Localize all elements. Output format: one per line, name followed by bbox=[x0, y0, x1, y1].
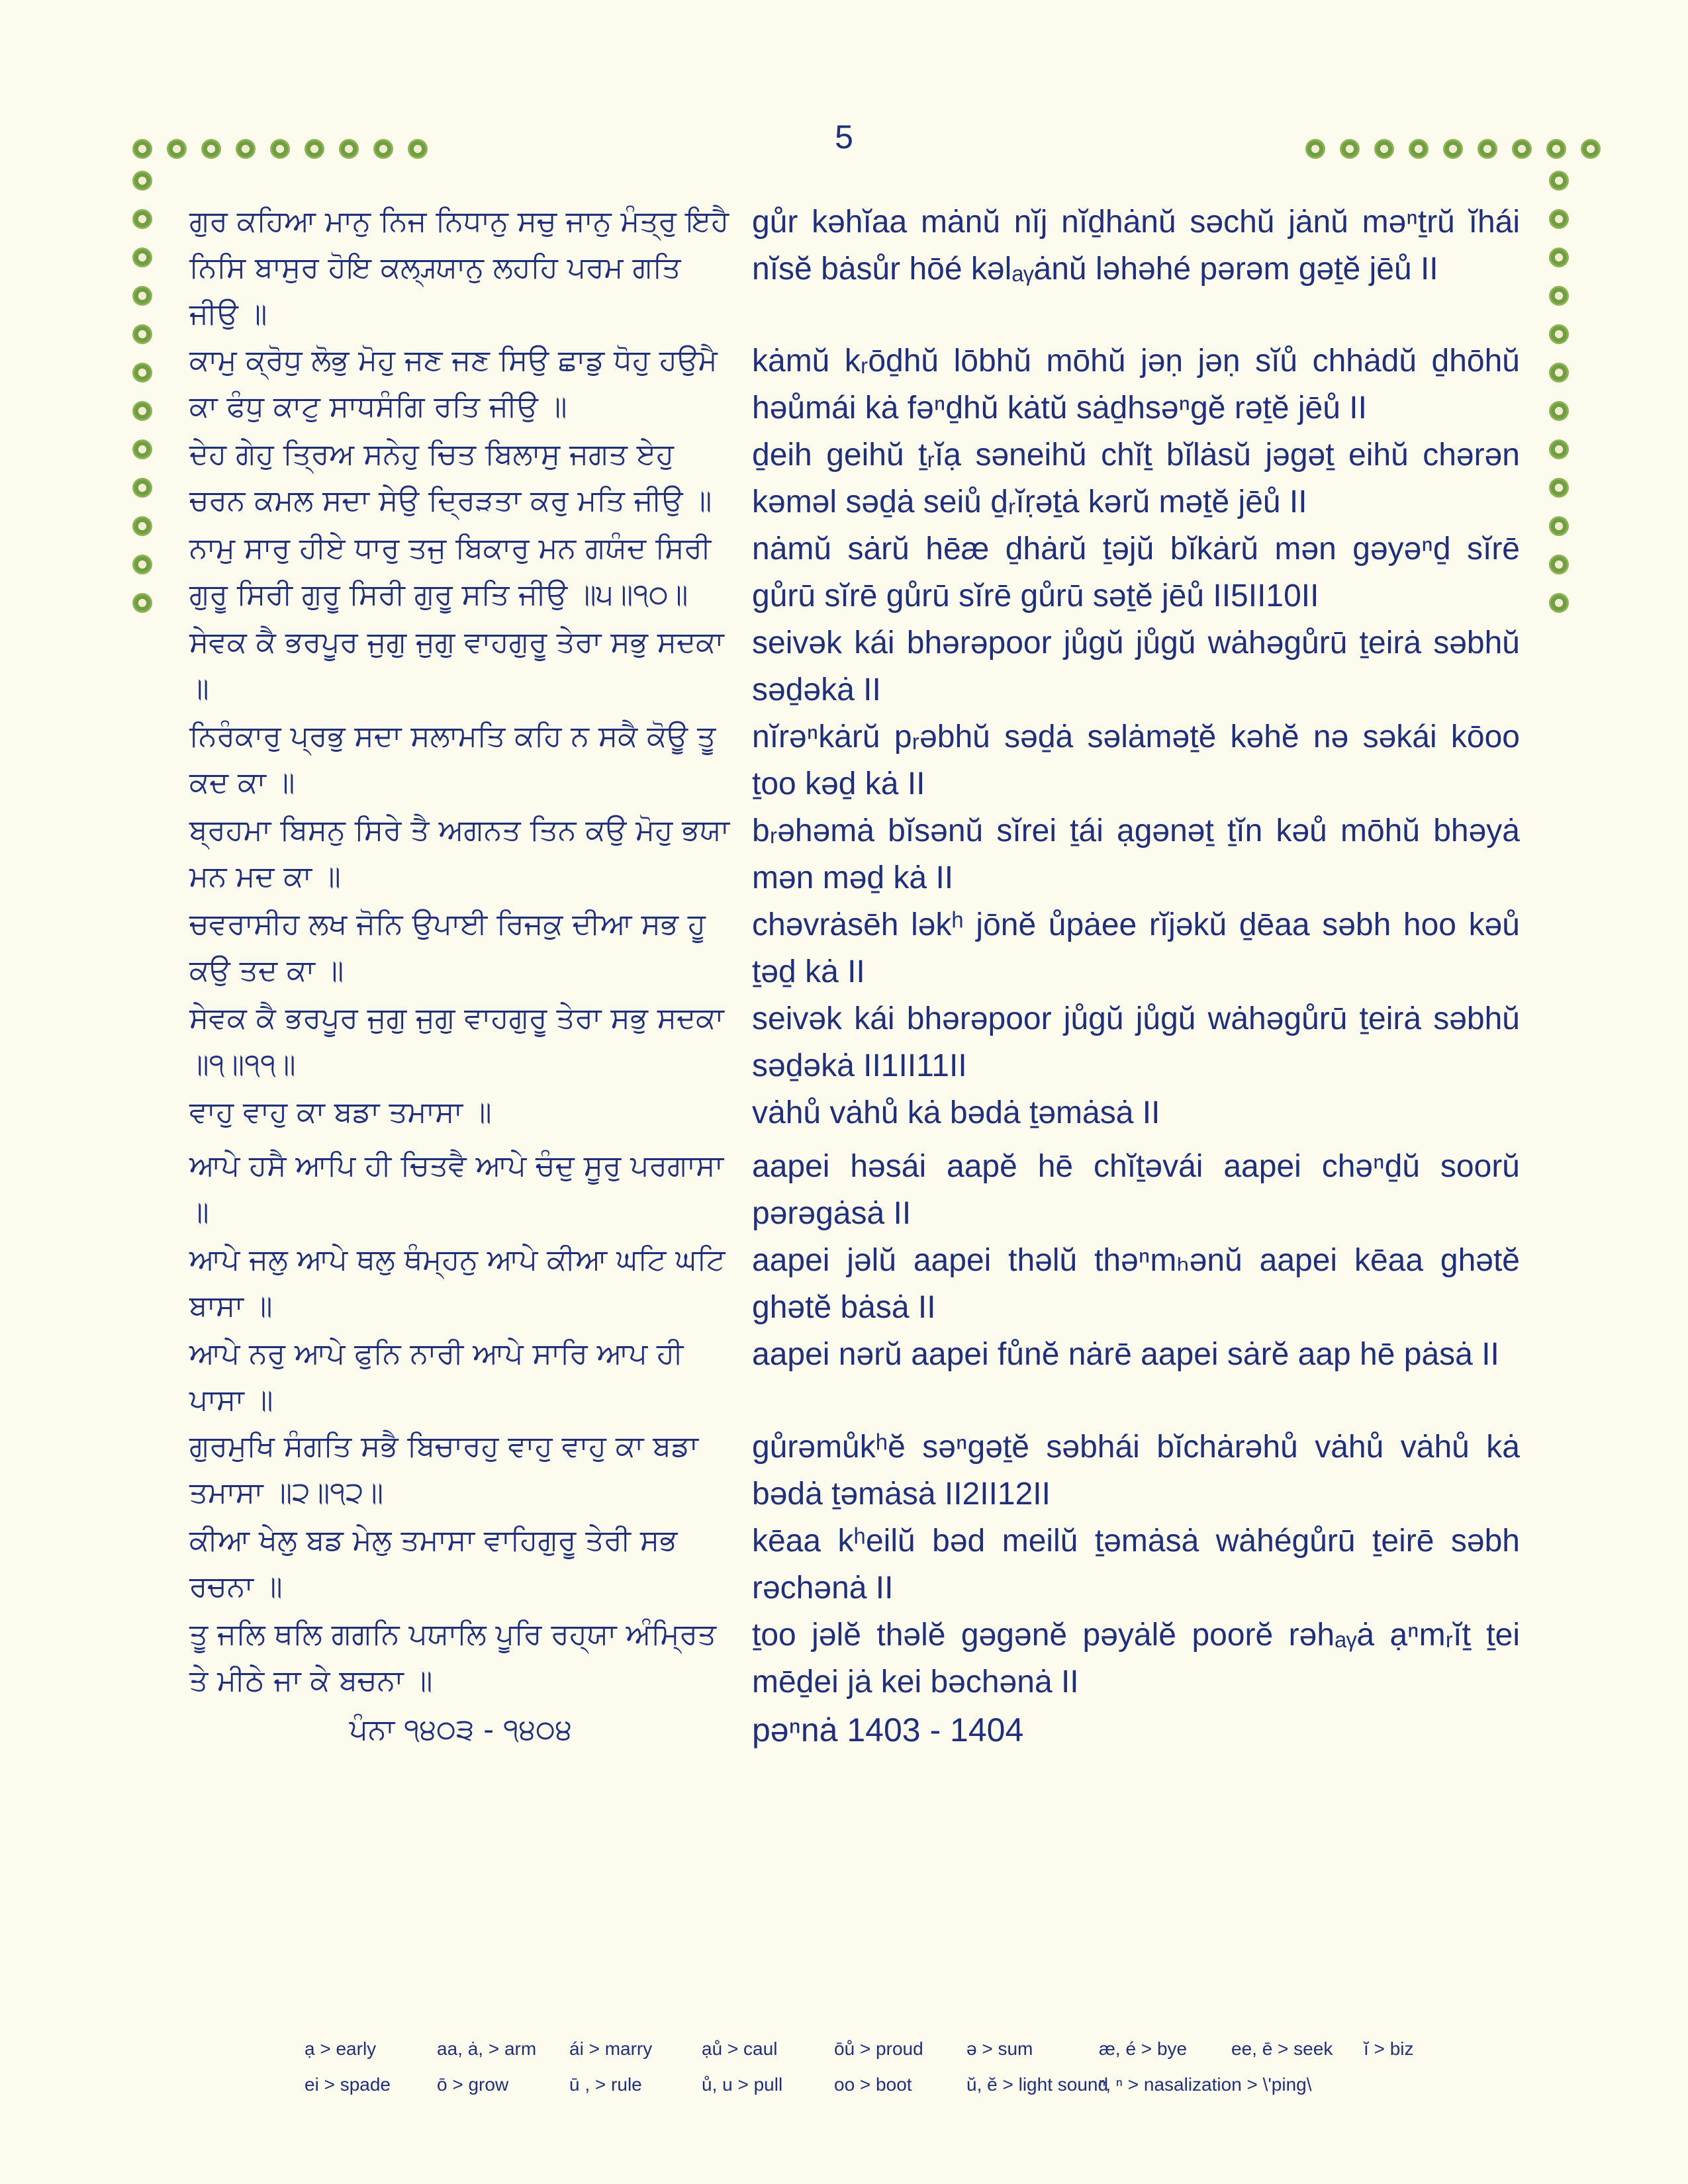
verse-transliteration: kȧmŭ kᵣōḏhŭ lōbhŭ mōhŭ jəṇ jəṇ sĭů chhȧdŭ ḏhōhŭ həůmái kȧ fəⁿḏhŭ kȧtŭ sȧḏhsəⁿgĕ rəṯĕ jēů II bbox=[752, 343, 1520, 426]
verse-transliteration: aapei nərŭ aapei fůnĕ nȧrē aapei sȧrĕ aap hē pȧsȧ II bbox=[752, 1337, 1499, 1372]
page-reference-gurmukhi: ਪੰਨਾ ੧੪੦੩ - ੧੪੦੪ bbox=[349, 1713, 573, 1747]
flower-icon bbox=[1549, 363, 1569, 383]
legend-item: aa, ȧ, > arm bbox=[437, 2038, 537, 2059]
verse bbox=[189, 1237, 1520, 1331]
verse-gurmukhi: ਚਵਰਾਸੀਹ ਲਖ ਜੋਨਿ ਉਪਾਈ ਰਿਜਕੁ ਦੀਆ ਸਭ ਹੂ ਕਉ ਤਦ ਕਾ ॥ bbox=[189, 907, 706, 987]
verse-transliteration: gůrəmůkʰĕ səⁿgəṯĕ səbhái bĭchȧrəhů vȧhů vȧhů kȧ bədȧ ṯəmȧsȧ II2II12II bbox=[752, 1430, 1520, 1512]
verse-transliteration: aapei həsái aapĕ hē chĭṯəvái aapei chəⁿḏŭ soorŭ pərəgȧsȧ II bbox=[752, 1149, 1520, 1231]
verse-transliteration: gůr kəhĭaa mȧnŭ nĭj nĭḏhȧnŭ səchŭ jȧnŭ məⁿṯrŭ ĭhái nĭsĕ bȧsůr hōé kəlₐᵧȧnŭ ləhəhé pərəm gəṯĕ jēů II bbox=[752, 205, 1520, 287]
flower-icon bbox=[1305, 139, 1325, 159]
legend-item: ⁿ, ⁿ > nasalization > \'ping\ bbox=[1099, 2074, 1312, 2095]
verse-transliteration: ṯoo jəlĕ thəlĕ gəgənĕ pəyȧlĕ poorĕ rəhₐᵧȧ ạⁿmᵣĭṯ ṯei mēḏei jȧ kei bəchənȧ II bbox=[752, 1617, 1520, 1700]
flower-icon bbox=[1549, 555, 1569, 574]
page-reference-transliteration: pəⁿnȧ 1403 - 1404 bbox=[752, 1711, 1024, 1749]
legend-item: æ, é > bye bbox=[1099, 2038, 1188, 2059]
flower-icon bbox=[373, 139, 393, 159]
verse-gurmukhi: ਕੀਆ ਖੇਲੁ ਬਡ ਮੇਲੁ ਤਮਾਸਾ ਵਾਹਿਗੁਰੂ ਤੇਰੀ ਸਭ ਰਚਨਾ ॥ bbox=[189, 1524, 678, 1604]
legend-item: ů, u > pull bbox=[702, 2074, 783, 2095]
verse-gurmukhi: ਨਿਰੰਕਾਰੁ ਪ੍ਰਭੁ ਸਦਾ ਸਲਾਮਤਿ ਕਹਿ ਨ ਸਕੈ ਕੋਊ ਤੂ ਕਦ ਕਾ ॥ bbox=[189, 719, 716, 799]
flower-icon bbox=[1512, 139, 1532, 159]
verse bbox=[189, 1331, 1520, 1424]
verse bbox=[189, 619, 1520, 713]
legend-item: ə > sum bbox=[966, 2038, 1033, 2059]
verse bbox=[189, 901, 1520, 995]
page-number: 5 bbox=[835, 118, 853, 156]
flower-icon bbox=[132, 363, 152, 383]
flower-icon bbox=[1549, 286, 1569, 306]
flower-icon bbox=[1549, 401, 1569, 421]
legend-row bbox=[305, 2038, 1496, 2060]
verse bbox=[189, 995, 1520, 1089]
verse-gurmukhi: ਆਪੇ ਨਰੁ ਆਪੇ ਫੁਨਿ ਨਾਰੀ ਆਪੇ ਸਾਰਿ ਆਪ ਹੀ ਪਾਸਾ ॥ bbox=[189, 1337, 684, 1417]
flower-icon bbox=[132, 324, 152, 344]
verse-gurmukhi: ਸੇਵਕ ਕੈ ਭਰਪੂਰ ਜੁਗੁ ਜੁਗੁ ਵਾਹਗੁਰੂ ਤੇਰਾ ਸਭੁ ਸਦਕਾ ॥੧॥੧੧॥ bbox=[189, 1001, 724, 1081]
flower-icon bbox=[132, 286, 152, 306]
verse-transliteration: seivək kái bhərəpoor jůgŭ jůgŭ wȧhəgůrū ṯeirȧ səbhŭ səḏəkȧ II bbox=[752, 625, 1520, 707]
flower-icon bbox=[1549, 439, 1569, 459]
flower-icon bbox=[1409, 139, 1429, 159]
legend-row bbox=[305, 2074, 1496, 2095]
verse-content bbox=[189, 199, 1520, 1754]
verse-gurmukhi: ਸੇਵਕ ਕੈ ਭਰਪੂਰ ਜੁਗੁ ਜੁਗੁ ਵਾਹਗੁਰੂ ਤੇਰਾ ਸਭੁ ਸਦਕਾ ॥ bbox=[189, 625, 724, 705]
right-ornament bbox=[1549, 171, 1569, 613]
verse-transliteration: chəvrȧsēh ləkʰ jōnĕ ůpȧee rĭjəkŭ ḏēaa səbh hoo kəů ṯəḏ kȧ II bbox=[752, 907, 1520, 989]
flower-icon bbox=[1549, 248, 1569, 267]
verse bbox=[189, 713, 1520, 807]
legend-item: ạ > early bbox=[305, 2038, 377, 2059]
verse bbox=[189, 1143, 1520, 1237]
flower-icon bbox=[339, 139, 359, 159]
verse-gurmukhi: ਆਪੇ ਹਸੈ ਆਪਿ ਹੀ ਚਿਤਵੈ ਆਪੇ ਚੰਦੁ ਸੂਰੁ ਪਰਗਾਸਾ ॥ bbox=[189, 1149, 724, 1229]
top-right-ornament bbox=[1305, 139, 1609, 159]
flower-icon bbox=[1549, 171, 1569, 191]
legend-item: ŭ, ĕ > light sound bbox=[966, 2074, 1109, 2095]
verse-gurmukhi: ਆਪੇ ਜਲੁ ਆਪੇ ਥਲੁ ਥੰਮ੍ਹਨੁ ਆਪੇ ਕੀਆ ਘਟਿ ਘਟਿ ਬਾਸਾ ॥ bbox=[189, 1243, 726, 1323]
flower-icon bbox=[1546, 139, 1566, 159]
flower-icon bbox=[1581, 139, 1601, 159]
verse bbox=[189, 1612, 1520, 1706]
flower-icon bbox=[236, 139, 256, 159]
flower-icon bbox=[132, 209, 152, 229]
verse-gurmukhi: ਦੇਹ ਗੇਹੁ ਤ੍ਰਿਅ ਸਨੇਹੁ ਚਿਤ ਬਿਲਾਸੁ ਜਗਤ ਏਹੁ ਚਰਨ ਕਮਲ ਸਦਾ ਸੇਉ ਦ੍ਰਿੜਤਾ ਕਰੁ ਮਤਿ ਜੀਉ ॥ bbox=[189, 437, 712, 518]
verse bbox=[189, 199, 1520, 338]
flower-icon bbox=[1340, 139, 1360, 159]
verse bbox=[189, 525, 1520, 619]
verse-gurmukhi: ਤੂ ਜਲਿ ਥਲਿ ਗਗਨਿ ਪਯਾਲਿ ਪੂਰਿ ਰਹ੍ਯਾ ਅੰਮ੍ਰਿਤ ਤੇ ਮੀਠੇ ਜਾ ਕੇ ਬਚਨਾ ॥ bbox=[189, 1617, 717, 1698]
verse bbox=[189, 1089, 1520, 1136]
verse-transliteration: vȧhů vȧhů kȧ bədȧ ṯəmȧsȧ II bbox=[752, 1095, 1160, 1130]
verse bbox=[189, 1518, 1520, 1612]
verse-transliteration: nȧmŭ sȧrŭ hēæ ḏhȧrŭ ṯəjŭ bĭkȧrŭ mən gəyəⁿḏ sĭrē gůrū sĭrē gůrū sĭrē gůrū səṯĕ jēů II5II10II bbox=[752, 531, 1520, 614]
legend-item: ái > marry bbox=[569, 2038, 653, 2059]
flower-icon bbox=[1549, 516, 1569, 536]
flower-icon bbox=[132, 171, 152, 191]
flower-icon bbox=[132, 593, 152, 613]
verse-gurmukhi: ਕਾਮੁ ਕ੍ਰੋਧੁ ਲੋਭੁ ਮੋਹੁ ਜਣ ਜਣ ਸਿਉ ਛਾਡੁ ਧੋਹੁ ਹਉਮੈ ਕਾ ਫੰਧੁ ਕਾਟੁ ਸਾਧਸੰਗਿ ਰਤਿ ਜੀਉ ॥ bbox=[189, 343, 718, 424]
flower-icon bbox=[270, 139, 290, 159]
flower-icon bbox=[305, 139, 324, 159]
pronunciation-legend bbox=[305, 2038, 1496, 2110]
flower-icon bbox=[1477, 139, 1497, 159]
verse bbox=[189, 807, 1520, 901]
flower-icon bbox=[132, 139, 152, 159]
flower-icon bbox=[132, 516, 152, 536]
verse-transliteration: ḏeih geihŭ ṯᵣĭạ səneihŭ chĭṯ bĭlȧsŭ jəgəṯ eihŭ chərən kəməl səḏȧ seiů ḏᵣĭṛəṯȧ kərŭ məṯĕ jēů II bbox=[752, 437, 1520, 520]
page-reference bbox=[189, 1707, 1520, 1754]
verse-gurmukhi: ਵਾਹੁ ਵਾਹੁ ਕਾ ਬਡਾ ਤਮਾਸਾ ॥ bbox=[189, 1095, 492, 1129]
flower-icon bbox=[1374, 139, 1394, 159]
verse-transliteration: aapei jəlŭ aapei thəlŭ thəⁿmₕənŭ aapei kēaa ghətĕ ghətĕ bȧsȧ II bbox=[752, 1243, 1520, 1325]
flower-icon bbox=[1549, 209, 1569, 229]
legend-item: ōů > proud bbox=[834, 2038, 923, 2059]
flower-icon bbox=[201, 139, 221, 159]
legend-item: ạů > caul bbox=[702, 2038, 778, 2059]
legend-item: ee, ē > seek bbox=[1231, 2038, 1333, 2059]
flower-icon bbox=[1443, 139, 1463, 159]
flower-icon bbox=[167, 139, 187, 159]
verse-transliteration: bᵣəhəmȧ bĭsənŭ sĭrei ṯái ạgənəṯ ṯĭn kəů mōhŭ bhəyȧ mən məḏ kȧ II bbox=[752, 813, 1520, 895]
legend-item: ō > grow bbox=[437, 2074, 509, 2095]
legend-item: ū , > rule bbox=[569, 2074, 642, 2095]
legend-item: ei > spade bbox=[305, 2074, 391, 2095]
flower-icon bbox=[132, 401, 152, 421]
verse bbox=[189, 432, 1520, 525]
legend-item: ĭ > biz bbox=[1364, 2038, 1414, 2059]
flower-icon bbox=[408, 139, 428, 159]
verse bbox=[189, 338, 1520, 432]
flower-icon bbox=[132, 248, 152, 267]
top-left-ornament bbox=[132, 139, 436, 159]
left-ornament bbox=[132, 171, 152, 613]
flower-icon bbox=[132, 478, 152, 498]
verse-transliteration: kēaa kʰeilŭ bəd meilŭ ṯəmȧsȧ wȧhégůrū ṯeirē səbh rəchənȧ II bbox=[752, 1524, 1520, 1606]
verse-gurmukhi: ਨਾਮੁ ਸਾਰੁ ਹੀਏ ਧਾਰੁ ਤਜੁ ਬਿਕਾਰੁ ਮਨ ਗਯੰਦ ਸਿਰੀ ਗੁਰੂ ਸਿਰੀ ਗੁਰੂ ਸਿਰੀ ਗੁਰੂ ਸਤਿ ਜੀਉ ॥੫॥੧੦॥ bbox=[189, 531, 712, 612]
flower-icon bbox=[1549, 324, 1569, 344]
flower-icon bbox=[1549, 478, 1569, 498]
verse-gurmukhi: ਗੁਰ ਕਹਿਆ ਮਾਨੁ ਨਿਜ ਨਿਧਾਨੁ ਸਚੁ ਜਾਨੁ ਮੰਤ੍ਰੁ ਇਹੈ ਨਿਸਿ ਬਾਸੁਰ ਹੋਇ ਕਲ੍ਯ੍ਯਾਨੁ ਲਹਹਿ ਪਰਮ ਗਤਿ ਜੀਉ ॥ bbox=[189, 205, 729, 331]
flower-icon bbox=[1549, 593, 1569, 613]
verse-gurmukhi: ਬ੍ਰਹਮਾ ਬਿਸਨੁ ਸਿਰੇ ਤੈ ਅਗਨਤ ਤਿਨ ਕਉ ਮੋਹੁ ਭਯਾ ਮਨ ਮਦ ਕਾ ॥ bbox=[189, 813, 730, 893]
legend-item: oo > boot bbox=[834, 2074, 912, 2095]
flower-icon bbox=[132, 555, 152, 574]
verse bbox=[189, 1424, 1520, 1518]
verse-transliteration: seivək kái bhərəpoor jůgŭ jůgŭ wȧhəgůrū ṯeirȧ səbhŭ səḏəkȧ II1II11II bbox=[752, 1001, 1520, 1083]
verse-transliteration: nĭrəⁿkȧrŭ pᵣəbhŭ səḏȧ səlȧməṯĕ kəhĕ nə səkái kōoo ṯoo kəḏ kȧ II bbox=[752, 719, 1520, 801]
verse-gurmukhi: ਗੁਰਮੁਖਿ ਸੰਗਤਿ ਸਭੈ ਬਿਚਾਰਹੁ ਵਾਹੁ ਵਾਹੁ ਕਾ ਬਡਾ ਤਮਾਸਾ ॥੨॥੧੨॥ bbox=[189, 1430, 699, 1510]
flower-icon bbox=[132, 439, 152, 459]
